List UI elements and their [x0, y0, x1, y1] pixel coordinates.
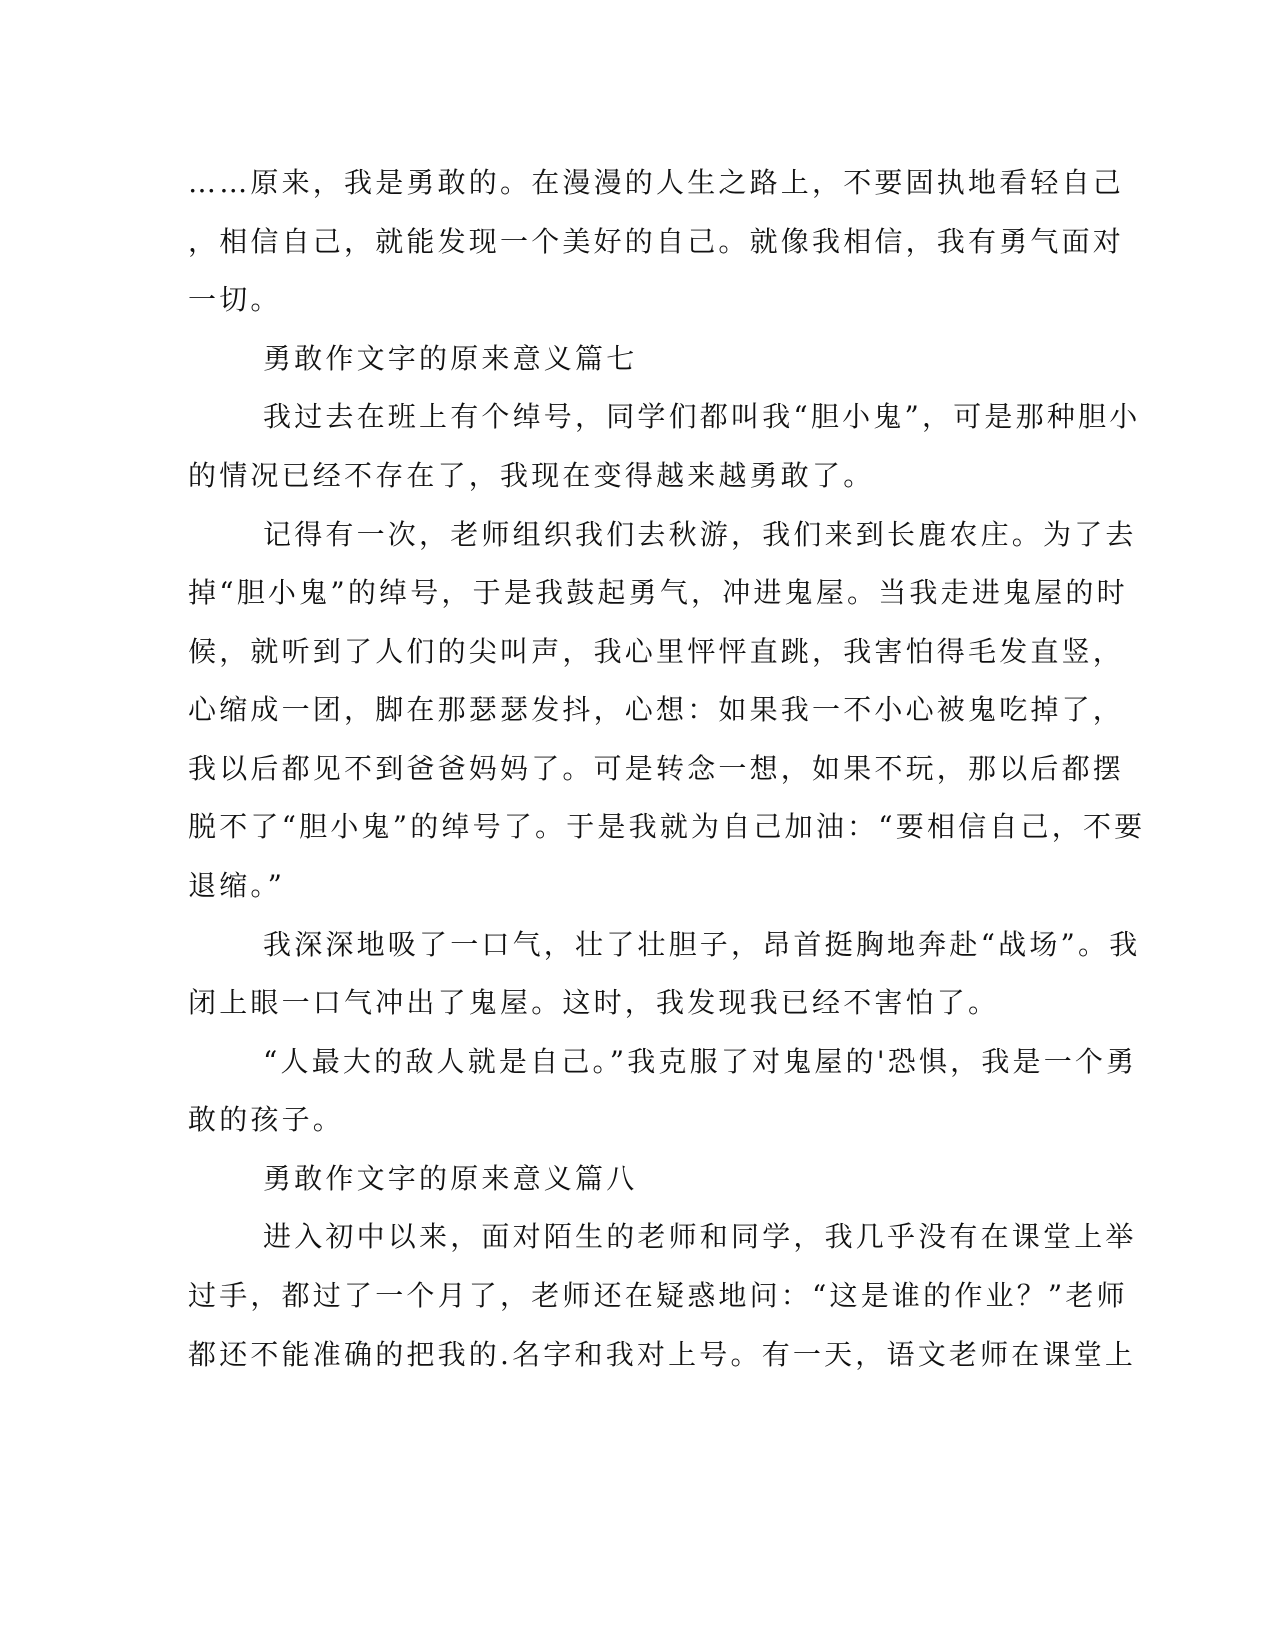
text-line: 闭上眼一口气冲出了鬼屋。这时，我发现我已经不害怕了。 [188, 986, 1000, 1019]
text-line: 退缩。” [188, 869, 286, 902]
text-line: 记得有一次，老师组织我们去秋游，我们来到长鹿农庄。为了去 [263, 518, 1137, 551]
section-heading: 勇敢作文字的原来意义篇八 [263, 1162, 638, 1195]
text-line: 都还不能准确的把我的.名字和我对上号。有一天，语文老师在课堂上 [188, 1338, 1137, 1371]
section-heading: 勇敢作文字的原来意义篇七 [263, 342, 638, 375]
text-line: 敢的孩子。 [188, 1103, 345, 1136]
text-line: ……原来，我是勇敢的。在漫漫的人生之路上，不要固执地看轻自己 [188, 166, 1125, 199]
text-line: 过手，都过了一个月了，老师还在疑惑地问：“这是谁的作业？”老师 [188, 1279, 1128, 1312]
text-line: 脱不了“胆小鬼”的绰号了。于是我就为自己加油：“要相信自己，不要 [188, 810, 1146, 843]
text-line: 一切。 [188, 283, 282, 316]
text-line: 候，就听到了人们的尖叫声，我心里怦怦直跳，我害怕得毛发直竖， [188, 635, 1125, 668]
text-line: 心缩成一团，脚在那瑟瑟发抖，心想：如果我一不小心被鬼吃掉了， [188, 693, 1125, 726]
text-line: ，相信自己，就能发现一个美好的自己。就像我相信，我有勇气面对 [188, 225, 1125, 258]
text-line: 掉“胆小鬼”的绰号，于是我鼓起勇气，冲进鬼屋。当我走进鬼屋的时 [188, 576, 1128, 609]
text-line: 进入初中以来，面对陌生的老师和同学，我几乎没有在课堂上举 [263, 1220, 1137, 1253]
text-line: 我过去在班上有个绰号，同学们都叫我“胆小鬼”，可是那种胆小 [263, 400, 1141, 433]
text-line: 的情况已经不存在了，我现在变得越来越勇敢了。 [188, 459, 875, 492]
text-line: 我深深地吸了一口气，壮了壮胆子，昂首挺胸地奔赴“战场”。我 [263, 928, 1141, 961]
text-line: 我以后都见不到爸爸妈妈了。可是转念一想，如果不玩，那以后都摆 [188, 752, 1125, 785]
text-line: “人最大的敌人就是自己。”我克服了对鬼屋的'恐惧，我是一个勇 [263, 1045, 1138, 1078]
